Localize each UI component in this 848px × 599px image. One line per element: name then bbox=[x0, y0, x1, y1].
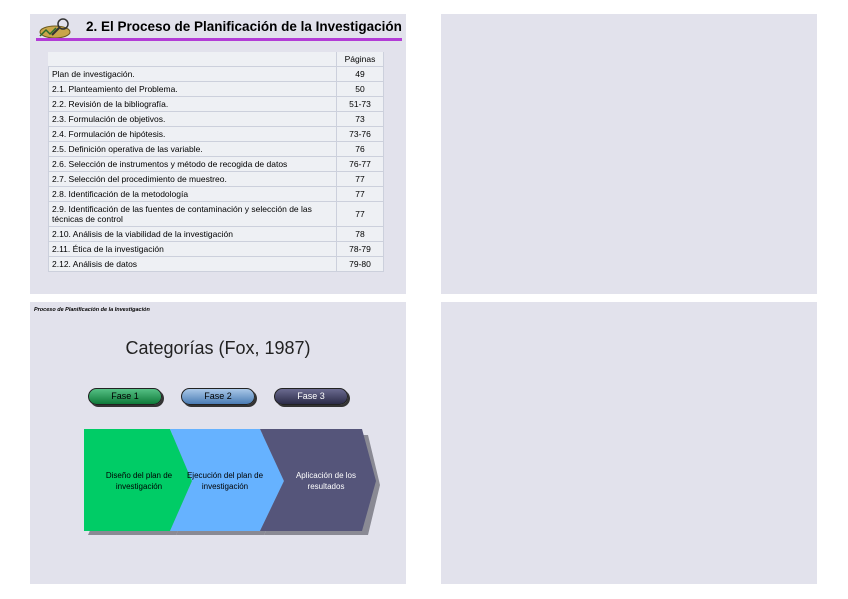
slide-3 bbox=[30, 302, 406, 584]
row-label: 2.7. Selección del procedimiento de muestreo. bbox=[49, 172, 337, 187]
row-label: 2.8. Identificación de la metodología bbox=[49, 187, 337, 202]
step-1-label: Diseño del plan de investigación bbox=[105, 471, 173, 491]
investigator-logo bbox=[36, 16, 74, 40]
row-pages: 73 bbox=[337, 112, 384, 127]
slide-subtitle: Proceso de Planificación de la Investigación bbox=[34, 307, 150, 313]
row-label: 2.9. Identificación de las fuentes de contaminación y selección de las técnicas de control bbox=[49, 202, 337, 227]
row-pages: 49 bbox=[337, 67, 384, 82]
row-label: 2.12. Análisis de datos bbox=[49, 257, 337, 272]
slide-1 bbox=[30, 14, 406, 294]
row-label: Plan de investigación. bbox=[49, 67, 337, 82]
categories-heading: Categorías (Fox, 1987) bbox=[125, 338, 311, 358]
row-pages: 77 bbox=[337, 202, 384, 227]
slide-4-blank bbox=[441, 302, 817, 584]
table-header-row bbox=[49, 52, 384, 67]
table-row bbox=[49, 172, 384, 187]
row-pages: 78 bbox=[337, 227, 384, 242]
table-row bbox=[49, 157, 384, 172]
row-label: 2.1. Planteamiento del Problema. bbox=[49, 82, 337, 97]
table-row bbox=[49, 97, 384, 112]
step-3-label: Aplicación de los resultados bbox=[295, 471, 357, 491]
phase-3-pill: Fase 3 bbox=[274, 388, 348, 405]
phase-2-pill: Fase 2 bbox=[181, 388, 255, 405]
table-row bbox=[49, 82, 384, 97]
row-label: 2.10. Análisis de la viabilidad de la investigación bbox=[49, 227, 337, 242]
row-pages: 76-77 bbox=[337, 157, 384, 172]
row-pages: 76 bbox=[337, 142, 384, 157]
table-row bbox=[49, 227, 384, 242]
title-rule bbox=[36, 38, 402, 41]
row-pages: 77 bbox=[337, 172, 384, 187]
row-pages: 51-73 bbox=[337, 97, 384, 112]
table-row bbox=[49, 257, 384, 272]
row-label: 2.6. Selección de instrumentos y método de recogida de datos bbox=[49, 157, 337, 172]
row-label: 2.4. Formulación de hipótesis. bbox=[49, 127, 337, 142]
slide-2-blank bbox=[441, 14, 817, 294]
table-row bbox=[49, 187, 384, 202]
row-label: 2.2. Revisión de la bibliografía. bbox=[49, 97, 337, 112]
row-pages: 50 bbox=[337, 82, 384, 97]
row-label: 2.3. Formulación de objetivos. bbox=[49, 112, 337, 127]
table-row bbox=[49, 112, 384, 127]
table-row bbox=[49, 242, 384, 257]
row-pages: 73-76 bbox=[337, 127, 384, 142]
table-row bbox=[49, 202, 384, 227]
row-pages: 77 bbox=[337, 187, 384, 202]
table-row bbox=[49, 127, 384, 142]
phase-1-pill: Fase 1 bbox=[88, 388, 162, 405]
row-pages: 79-80 bbox=[337, 257, 384, 272]
table-header-empty bbox=[49, 52, 337, 67]
table-row bbox=[49, 142, 384, 157]
contents-table bbox=[48, 52, 384, 272]
pages-header: Páginas bbox=[337, 52, 384, 67]
row-pages: 78-79 bbox=[337, 242, 384, 257]
row-label: 2.5. Definición operativa de las variable. bbox=[49, 142, 337, 157]
row-label: 2.11. Ética de la investigación bbox=[49, 242, 337, 257]
step-2-label: Ejecución del plan de investigación bbox=[186, 471, 264, 491]
slide-title: 2. El Proceso de Planificación de la Investigación bbox=[86, 19, 402, 34]
table-row bbox=[49, 67, 384, 82]
